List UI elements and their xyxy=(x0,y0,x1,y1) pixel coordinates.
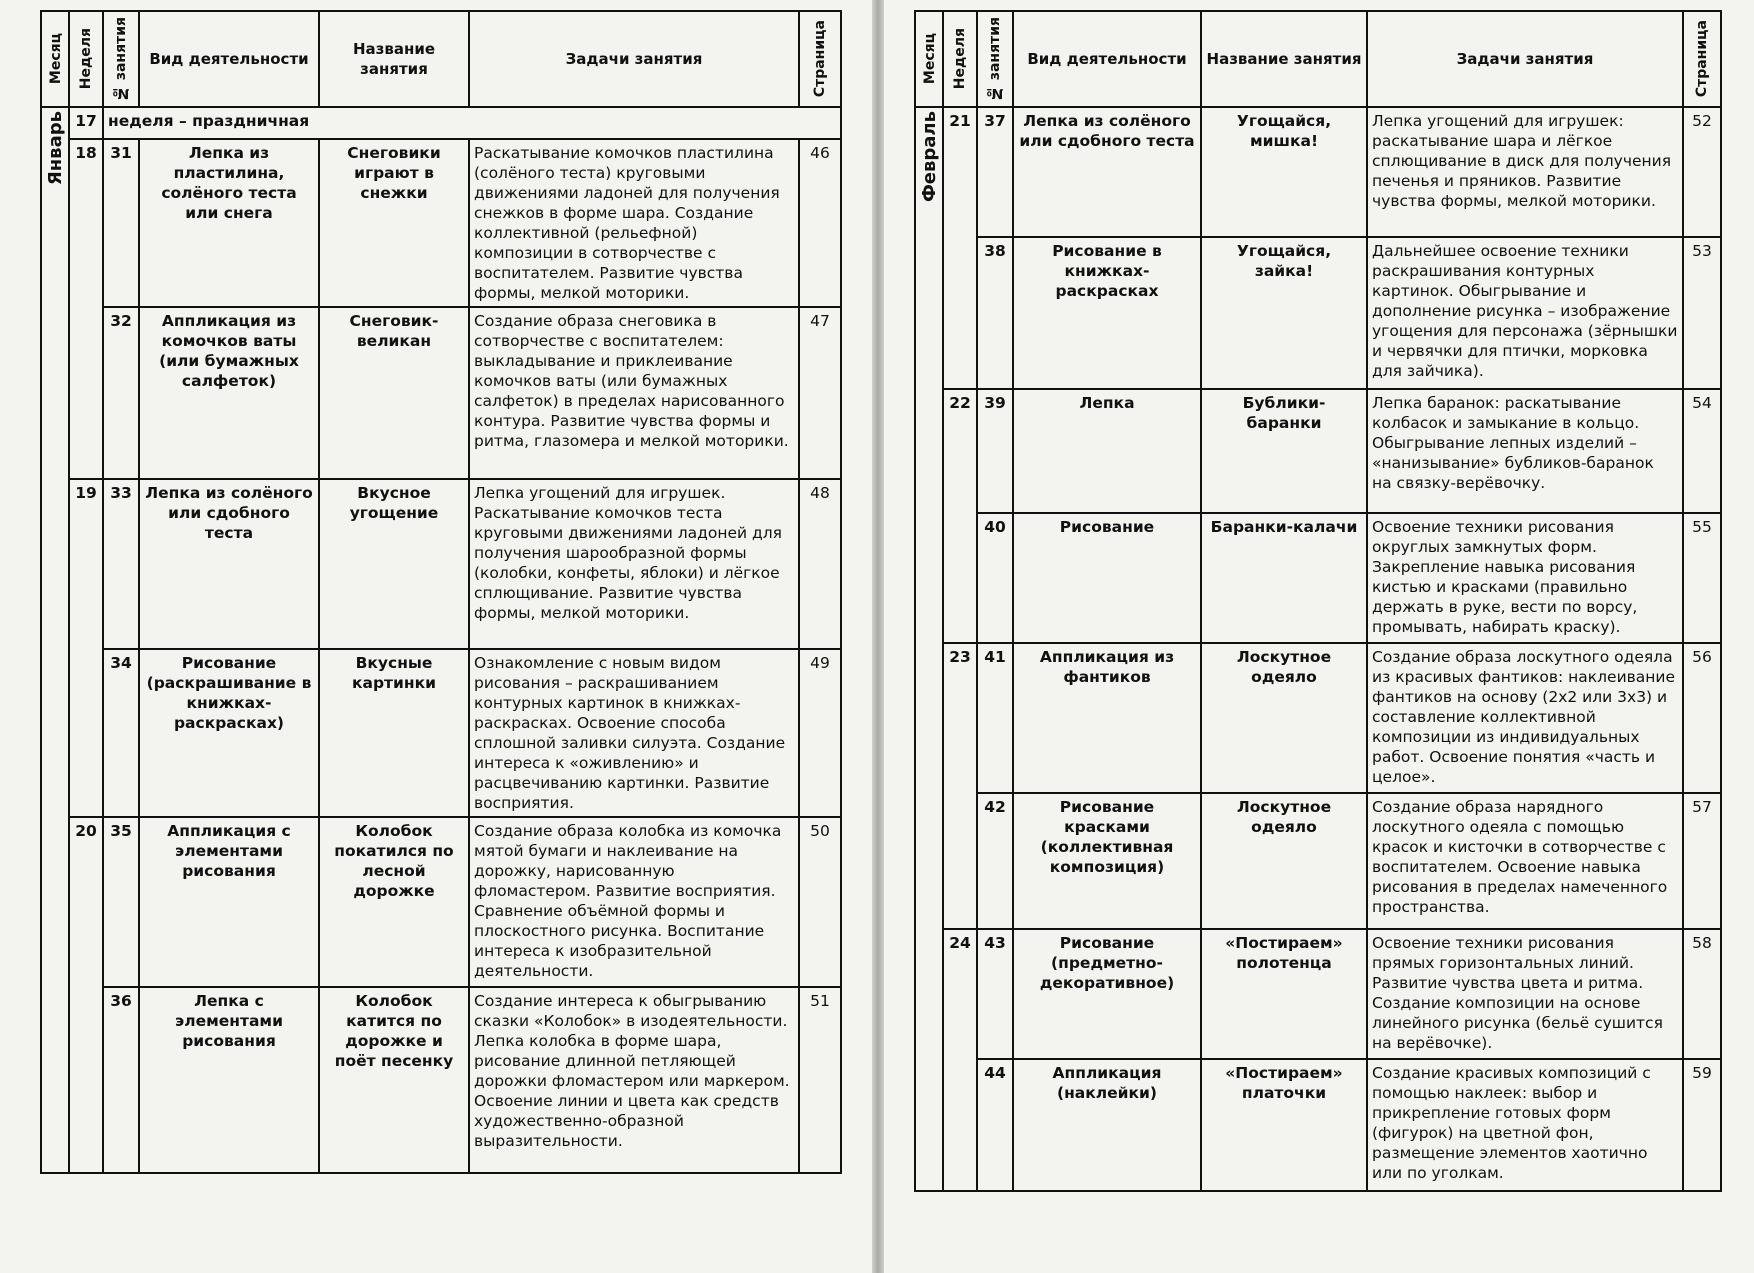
lesson-tasks: Создание образа колобка из комочка мятой бумаги и наклеивание на дорожку, нарисованную фломастером. Развитие восприятия. Сравнение объёмной формы и плоскостного рисунка. Воспитание интереса к изобразительной деятельности. xyxy=(469,817,799,987)
week-number: 18 xyxy=(69,139,103,479)
table-row xyxy=(915,793,1721,929)
lesson-name: Колобок катится по дорожке и поёт песенку xyxy=(319,987,469,1173)
lesson-tasks: Создание образа снеговика в сотворчестве с воспитателем: выкладывание и приклеивание комочков ваты (или бумажных салфеток) в пределах нарисованного контура. Развитие чувства формы и ритма, глазомера и мелкой моторики. xyxy=(469,307,799,479)
header-activity: Вид деятельности xyxy=(139,11,319,107)
page-number: 55 xyxy=(1683,513,1721,643)
table-row xyxy=(915,237,1721,389)
week-number: 22 xyxy=(943,389,977,643)
week-number: 19 xyxy=(69,479,103,817)
page-number: 46 xyxy=(799,139,841,307)
page-number: 48 xyxy=(799,479,841,649)
week-number: 21 xyxy=(943,107,977,389)
month-cell-february: Февраль xyxy=(915,107,943,1191)
page-number: 49 xyxy=(799,649,841,817)
table-row xyxy=(915,389,1721,513)
plan-table-february xyxy=(914,10,1722,1192)
lesson-name: Угощайся, мишка! xyxy=(1201,107,1367,237)
lesson-tasks: Создание образа нарядного лоскутного одеяла с помощью красок и кисточки в сотворчестве с воспитателем. Освоение навыка рисования в пределах намеченного пространства. xyxy=(1367,793,1683,929)
activity-type: Аппликация (наклейки) xyxy=(1013,1059,1201,1191)
page-number: 47 xyxy=(799,307,841,479)
page-number: 58 xyxy=(1683,929,1721,1059)
activity-type: Аппликация из комочков ваты (или бумажных салфеток) xyxy=(139,307,319,479)
lesson-tasks: Освоение техники рисования прямых горизонтальных линий. Развитие чувства цвета и ритма. Создание композиции на основе линейного рисунка (бельё сушится на верёвочке). xyxy=(1367,929,1683,1059)
header-lesson-no: № занятия xyxy=(103,11,139,107)
table-row xyxy=(41,479,841,649)
activity-type: Рисование (предметно-декоративное) xyxy=(1013,929,1201,1059)
lesson-name: Колобок покатился по лесной дорожке xyxy=(319,817,469,987)
lesson-tasks: Раскатывание комочков пластилина (солёного теста) круговыми движениями ладоней для получения снежков в форме шара. Создание коллективной (рельефной) композиции в сотворчестве с воспитателем. Развитие чувства формы, мелкой моторики. xyxy=(469,139,799,307)
table-row xyxy=(915,643,1721,793)
activity-type: Аппликация из фантиков xyxy=(1013,643,1201,793)
table-row xyxy=(41,987,841,1173)
lesson-tasks: Создание образа лоскутного одеяла из красивых фантиков: наклеивание фантиков на основу (2х2 или 3х3) и составление коллективной композиции из индивидуальных работ. Освоение понятия «часть и целое». xyxy=(1367,643,1683,793)
lesson-name: Вкусные картинки xyxy=(319,649,469,817)
holiday-label: неделя – праздничная xyxy=(103,107,841,139)
header-week: Неделя xyxy=(943,11,977,107)
activity-type: Лепка xyxy=(1013,389,1201,513)
lesson-number: 31 xyxy=(103,139,139,307)
lesson-name: Снеговики играют в снежки xyxy=(319,139,469,307)
holiday-row xyxy=(41,107,841,139)
activity-type: Рисование в книжках-раскрасках xyxy=(1013,237,1201,389)
lesson-tasks: Дальнейшее освоение техники раскрашивания контурных картинок. Обыгрывание и дополнение рисунка – изображение угощения для персонажа (зёрнышки и червячки для птички, морковка для зайчика). xyxy=(1367,237,1683,389)
table-row xyxy=(41,139,841,307)
header-tasks: Задачи занятия xyxy=(469,11,799,107)
lesson-number: 33 xyxy=(103,479,139,649)
header-page: Страница xyxy=(799,11,841,107)
lesson-number: 35 xyxy=(103,817,139,987)
plan-table-january xyxy=(40,10,842,1174)
lesson-tasks: Освоение техники рисования округлых замкнутых форм. Закрепление навыка рисования кистью и красками (правильно держать в руке, вести по ворсу, промывать, набирать краску). xyxy=(1367,513,1683,643)
lesson-tasks: Лепка угощений для игрушек: раскатывание шара и лёгкое сплющивание в диск для получения печенья и пряников. Развитие чувства формы, мелкой моторики. xyxy=(1367,107,1683,237)
header-tasks: Задачи занятия xyxy=(1367,11,1683,107)
table-row xyxy=(41,649,841,817)
table-header xyxy=(41,11,841,107)
left-page xyxy=(0,0,872,1273)
month-cell-january: Январь xyxy=(41,107,69,1173)
activity-type: Лепка из солёного или сдобного теста xyxy=(139,479,319,649)
activity-type: Аппликация с элементами рисования xyxy=(139,817,319,987)
activity-type: Рисование (раскрашивание в книжках-раскрасках) xyxy=(139,649,319,817)
lesson-number: 40 xyxy=(977,513,1013,643)
header-page: Страница xyxy=(1683,11,1721,107)
lesson-number: 36 xyxy=(103,987,139,1173)
activity-type: Рисование красками (коллективная композиция) xyxy=(1013,793,1201,929)
lesson-number: 34 xyxy=(103,649,139,817)
header-name: Название занятия xyxy=(319,11,469,107)
lesson-tasks: Ознакомление с новым видом рисования – раскрашиванием контурных картинок в книжках-раскрасках. Освоение способа сплошной заливки силуэта. Создание интереса к «оживлению» и расцвечиванию картинки. Развитие восприятия. xyxy=(469,649,799,817)
lesson-number: 39 xyxy=(977,389,1013,513)
lesson-name: Вкусное угощение xyxy=(319,479,469,649)
week-number: 24 xyxy=(943,929,977,1191)
lesson-name: «Постираем» платочки xyxy=(1201,1059,1367,1191)
week-number: 23 xyxy=(943,643,977,929)
header-name: Название занятия xyxy=(1201,11,1367,107)
table-row xyxy=(915,513,1721,643)
lesson-name: Лоскутное одеяло xyxy=(1201,643,1367,793)
activity-type: Лепка из пластилина, солёного теста или снега xyxy=(139,139,319,307)
page-number: 50 xyxy=(799,817,841,987)
lesson-tasks: Лепка угощений для игрушек. Раскатывание комочков теста круговыми движениями ладоней для получения шарообразной формы (колобки, конфеты, яблоки) и лёгкое сплющивание. Развитие чувства формы, мелкой моторики. xyxy=(469,479,799,649)
header-week: Неделя xyxy=(69,11,103,107)
lesson-name: «Постираем» полотенца xyxy=(1201,929,1367,1059)
table-row xyxy=(41,307,841,479)
header-lesson-no: № занятия xyxy=(977,11,1013,107)
activity-type: Лепка с элементами рисования xyxy=(139,987,319,1173)
lesson-tasks: Лепка баранок: раскатывание колбасок и замыкание в кольцо. Обыгрывание лепных изделий – «нанизывание» бубликов-баранок на связку-верёвочку. xyxy=(1367,389,1683,513)
lesson-number: 41 xyxy=(977,643,1013,793)
book-gutter xyxy=(872,0,884,1273)
table-header xyxy=(915,11,1721,107)
lesson-number: 38 xyxy=(977,237,1013,389)
table-row xyxy=(915,107,1721,237)
lesson-name: Бублики-баранки xyxy=(1201,389,1367,513)
lesson-name: Баранки-калачи xyxy=(1201,513,1367,643)
activity-type: Лепка из солёного или сдобного теста xyxy=(1013,107,1201,237)
lesson-name: Лоскутное одеяло xyxy=(1201,793,1367,929)
table-row xyxy=(41,817,841,987)
week-number: 20 xyxy=(69,817,103,1173)
table-row xyxy=(915,929,1721,1059)
lesson-tasks: Создание красивых композиций с помощью наклеек: выбор и прикрепление готовых форм (фигурок) на цветной фон, размещение элементов хаотично или по уголкам. xyxy=(1367,1059,1683,1191)
activity-type: Рисование xyxy=(1013,513,1201,643)
lesson-name: Угощайся, зайка! xyxy=(1201,237,1367,389)
page-number: 52 xyxy=(1683,107,1721,237)
header-month: Месяц xyxy=(41,11,69,107)
table-row xyxy=(915,1059,1721,1191)
lesson-number: 44 xyxy=(977,1059,1013,1191)
page-number: 54 xyxy=(1683,389,1721,513)
lesson-number: 32 xyxy=(103,307,139,479)
holiday-week-number: 17 xyxy=(69,107,103,139)
page-number: 51 xyxy=(799,987,841,1173)
lesson-name: Снеговик-великан xyxy=(319,307,469,479)
page-number: 56 xyxy=(1683,643,1721,793)
page-number: 57 xyxy=(1683,793,1721,929)
page-number: 59 xyxy=(1683,1059,1721,1191)
lesson-number: 43 xyxy=(977,929,1013,1059)
page-number: 53 xyxy=(1683,237,1721,389)
header-month: Месяц xyxy=(915,11,943,107)
lesson-tasks: Создание интереса к обыгрыванию сказки «Колобок» в изодеятельности. Лепка колобка в форме шара, рисование длинной петляющей дорожки фломастером или маркером. Освоение линии и цвета как средств художественно-образной выразительности. xyxy=(469,987,799,1173)
lesson-number: 42 xyxy=(977,793,1013,929)
header-activity: Вид деятельности xyxy=(1013,11,1201,107)
lesson-number: 37 xyxy=(977,107,1013,237)
right-page xyxy=(884,0,1754,1273)
